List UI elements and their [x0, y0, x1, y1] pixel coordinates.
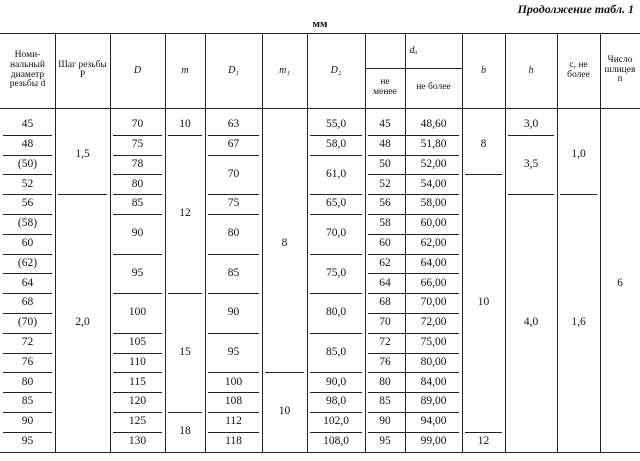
cell-D: 70 [131, 118, 144, 131]
cell-da-max: 51,80 [420, 137, 447, 150]
cell-m1: 8 [281, 236, 288, 249]
row-separator [113, 254, 162, 255]
row-separator [113, 293, 162, 294]
row-separator [3, 372, 52, 373]
cell-da-max: 64,00 [420, 256, 447, 269]
row-separator [113, 372, 162, 373]
cell-da-min: 60 [379, 236, 391, 249]
row-separator [113, 214, 162, 215]
row-separator [208, 432, 259, 433]
cell-d: (70) [17, 316, 38, 329]
cell-D1: 75 [227, 197, 240, 210]
row-separator [58, 194, 107, 195]
row-separator [310, 214, 362, 215]
cell-m: 10 [179, 118, 191, 131]
row-separator [368, 293, 459, 294]
cell-D1: 95 [227, 345, 240, 358]
cell-d: (62) [17, 256, 38, 269]
row-separator [368, 273, 459, 274]
row-separator [310, 254, 362, 255]
row-separator [168, 293, 202, 294]
row-separator [208, 412, 259, 413]
cell-m1: 10 [278, 405, 291, 418]
row-separator [310, 155, 362, 156]
cell-da-max: 60,00 [420, 217, 447, 230]
row-separator [310, 432, 362, 433]
row-separator [368, 214, 459, 215]
cell-D2: 102,0 [323, 415, 349, 428]
cell-D2: 55,0 [325, 118, 347, 131]
cell-D1: 85 [227, 266, 240, 279]
row-separator [3, 273, 52, 274]
cell-D2: 108,0 [323, 434, 349, 447]
cell-da-max: 72,00 [420, 316, 447, 329]
cell-d: 95 [21, 434, 34, 447]
cell-d: 85 [21, 395, 34, 408]
units-label: мм [312, 18, 328, 30]
cell-pitch: 2,0 [75, 316, 90, 329]
row-separator [368, 353, 459, 354]
cell-D2: 61,0 [325, 167, 347, 180]
cell-b: 10 [477, 296, 490, 309]
cell-da-max: 94,00 [420, 415, 447, 428]
cell-D: 95 [131, 266, 144, 279]
cell-h: 3,5 [523, 157, 539, 170]
cell-da-max: 89,00 [420, 395, 447, 408]
cell-da-min: 70 [379, 316, 391, 329]
table-bottom-rule [0, 452, 640, 453]
header-thread-pitch: Шаг резьбы P [58, 59, 107, 80]
cell-da-max: 66,00 [420, 276, 447, 289]
cell-da-max: 75,00 [420, 335, 447, 348]
row-separator [3, 194, 52, 195]
cell-D2: 80,0 [325, 306, 347, 319]
row-separator [3, 392, 52, 393]
cell-D2: 75,0 [325, 266, 347, 279]
cell-D: 80 [131, 177, 144, 190]
cell-m: 15 [179, 345, 191, 358]
row-separator [113, 174, 162, 175]
cell-D1: 108 [224, 395, 243, 408]
header-c: c, не более [567, 59, 590, 80]
row-separator [310, 333, 362, 334]
row-separator [310, 135, 362, 136]
row-separator [3, 135, 52, 136]
row-separator [208, 155, 259, 156]
cell-D2: 70,0 [325, 227, 347, 240]
row-separator [168, 412, 202, 413]
row-separator [208, 135, 259, 136]
cell-da-min: 72 [379, 335, 391, 348]
cell-da-min: 56 [379, 197, 391, 210]
cell-da-min: 50 [379, 157, 391, 170]
cell-D: 100 [128, 306, 147, 319]
row-separator [3, 234, 52, 235]
header-m1: m₁ [279, 64, 290, 76]
row-separator [113, 392, 162, 393]
cell-b: 12 [477, 434, 490, 447]
cell-D: 130 [128, 434, 147, 447]
row-separator [508, 194, 554, 195]
cell-D1: 118 [225, 434, 242, 447]
cell-da-min: 85 [379, 395, 391, 408]
cell-D: 85 [131, 197, 144, 210]
row-separator [368, 412, 459, 413]
row-separator [3, 254, 52, 255]
row-separator [368, 313, 459, 314]
cell-D1: 63 [227, 118, 240, 131]
row-separator [368, 432, 459, 433]
header-D1: D₁ [228, 64, 239, 76]
row-separator [208, 333, 259, 334]
cell-da-max: 48,60 [420, 118, 447, 131]
cell-D1: 112 [225, 415, 242, 428]
row-separator [208, 214, 259, 215]
cell-da-max: 84,00 [420, 375, 447, 388]
cell-da-min: 45 [379, 118, 391, 131]
cell-d: (50) [17, 157, 38, 170]
cell-d: 60 [21, 236, 34, 249]
cell-c: 1,6 [571, 316, 586, 329]
row-separator [3, 174, 52, 175]
cell-m: 12 [179, 207, 191, 220]
cell-D: 120 [128, 395, 147, 408]
cell-d: 56 [21, 197, 34, 210]
cell-da-max: 58,00 [420, 197, 447, 210]
header-da: dₐ [409, 44, 418, 56]
cell-D: 78 [131, 157, 144, 170]
row-separator [368, 174, 459, 175]
cell-D2: 90,0 [325, 375, 347, 388]
cell-D2: 58,0 [325, 137, 347, 150]
cell-d: 72 [21, 335, 34, 348]
row-separator [310, 412, 362, 413]
cell-da-min: 95 [379, 434, 391, 447]
row-separator [113, 333, 162, 334]
cell-da-max: 62,00 [420, 236, 447, 249]
row-separator [265, 372, 304, 373]
row-separator [368, 254, 459, 255]
row-separator [3, 214, 52, 215]
cell-D: 75 [131, 137, 144, 150]
cell-D1: 67 [227, 137, 240, 150]
row-separator [310, 372, 362, 373]
header-da-max: не более [416, 82, 451, 93]
cell-da-min: 62 [379, 256, 391, 269]
row-separator [310, 392, 362, 393]
cell-D1: 90 [227, 306, 240, 319]
row-separator [368, 372, 459, 373]
row-separator [113, 155, 162, 156]
cell-pitch: 1,5 [75, 147, 90, 160]
cell-h: 4,0 [523, 316, 539, 329]
cell-D: 125 [128, 415, 147, 428]
cell-D2: 98,0 [325, 395, 347, 408]
cell-d: 80 [21, 375, 34, 388]
cell-D2: 85,0 [325, 345, 347, 358]
header-spline-count: Число шлицев n [604, 54, 636, 85]
row-separator [3, 155, 52, 156]
cell-da-max: 54,00 [420, 177, 447, 190]
cell-D1: 100 [224, 375, 243, 388]
header-h: h [528, 64, 534, 76]
row-separator [465, 432, 502, 433]
cell-da-min: 52 [379, 177, 391, 190]
cell-h: 3,0 [523, 118, 539, 131]
header-m: m [181, 64, 189, 76]
cell-da-max: 99,00 [420, 434, 447, 447]
cell-da-min: 64 [379, 276, 391, 289]
row-separator [508, 135, 554, 136]
header-bottom-rule [0, 108, 640, 109]
cell-da-min: 48 [379, 137, 391, 150]
cell-D: 90 [131, 227, 144, 240]
row-separator [368, 333, 459, 334]
row-separator [560, 194, 597, 195]
row-separator [368, 392, 459, 393]
row-separator [113, 432, 162, 433]
row-separator [208, 293, 259, 294]
cell-D1: 70 [227, 167, 240, 180]
header-nominal-diameter: Номи-нальный диаметр резьбы d [9, 49, 46, 90]
row-separator [368, 194, 459, 195]
row-separator [465, 174, 502, 175]
cell-d: 64 [21, 276, 34, 289]
cell-D2: 65,0 [325, 197, 347, 210]
cell-d: 45 [21, 118, 34, 131]
row-separator [3, 353, 52, 354]
cell-D: 105 [128, 335, 147, 348]
row-separator [3, 432, 52, 433]
header-D2: D₂ [330, 64, 342, 76]
row-separator [310, 293, 362, 294]
row-separator [368, 135, 459, 136]
row-separator [208, 254, 259, 255]
cell-d: 52 [21, 177, 34, 190]
row-separator [208, 392, 259, 393]
cell-D: 115 [129, 375, 146, 388]
header-b: b [481, 64, 486, 76]
row-separator [208, 194, 259, 195]
cell-da-min: 68 [379, 296, 391, 309]
cell-spline-count: 6 [617, 276, 623, 289]
row-separator [168, 135, 202, 136]
cell-D1: 80 [227, 227, 240, 240]
cell-da-min: 90 [379, 415, 391, 428]
cell-m: 18 [179, 425, 191, 438]
header-D: D [133, 64, 142, 76]
row-separator [3, 313, 52, 314]
row-separator [113, 412, 162, 413]
row-separator [3, 333, 52, 334]
cell-da-max: 52,00 [420, 157, 447, 170]
cell-da-max: 80,00 [420, 355, 447, 368]
cell-d: 76 [21, 355, 34, 368]
cell-D: 110 [129, 355, 146, 368]
cell-d: (58) [17, 217, 38, 230]
row-separator [3, 412, 52, 413]
cell-b: 8 [480, 137, 487, 150]
cell-da-min: 76 [379, 355, 391, 368]
cell-d: 48 [21, 137, 34, 150]
cell-d: 90 [21, 415, 34, 428]
cell-d: 68 [21, 296, 34, 309]
header-da-min: не менее [373, 77, 397, 97]
row-separator [113, 353, 162, 354]
cell-da-min: 80 [379, 375, 391, 388]
cell-da-min: 58 [379, 217, 391, 230]
cell-da-max: 70,00 [420, 296, 447, 309]
cell-c: 1,0 [571, 147, 586, 160]
row-separator [208, 372, 259, 373]
row-separator [310, 194, 362, 195]
row-separator [113, 135, 162, 136]
table-caption: Продолжение табл. 1 [517, 2, 634, 16]
row-separator [368, 155, 459, 156]
row-separator [113, 194, 162, 195]
row-separator [3, 293, 52, 294]
row-separator [368, 234, 459, 235]
